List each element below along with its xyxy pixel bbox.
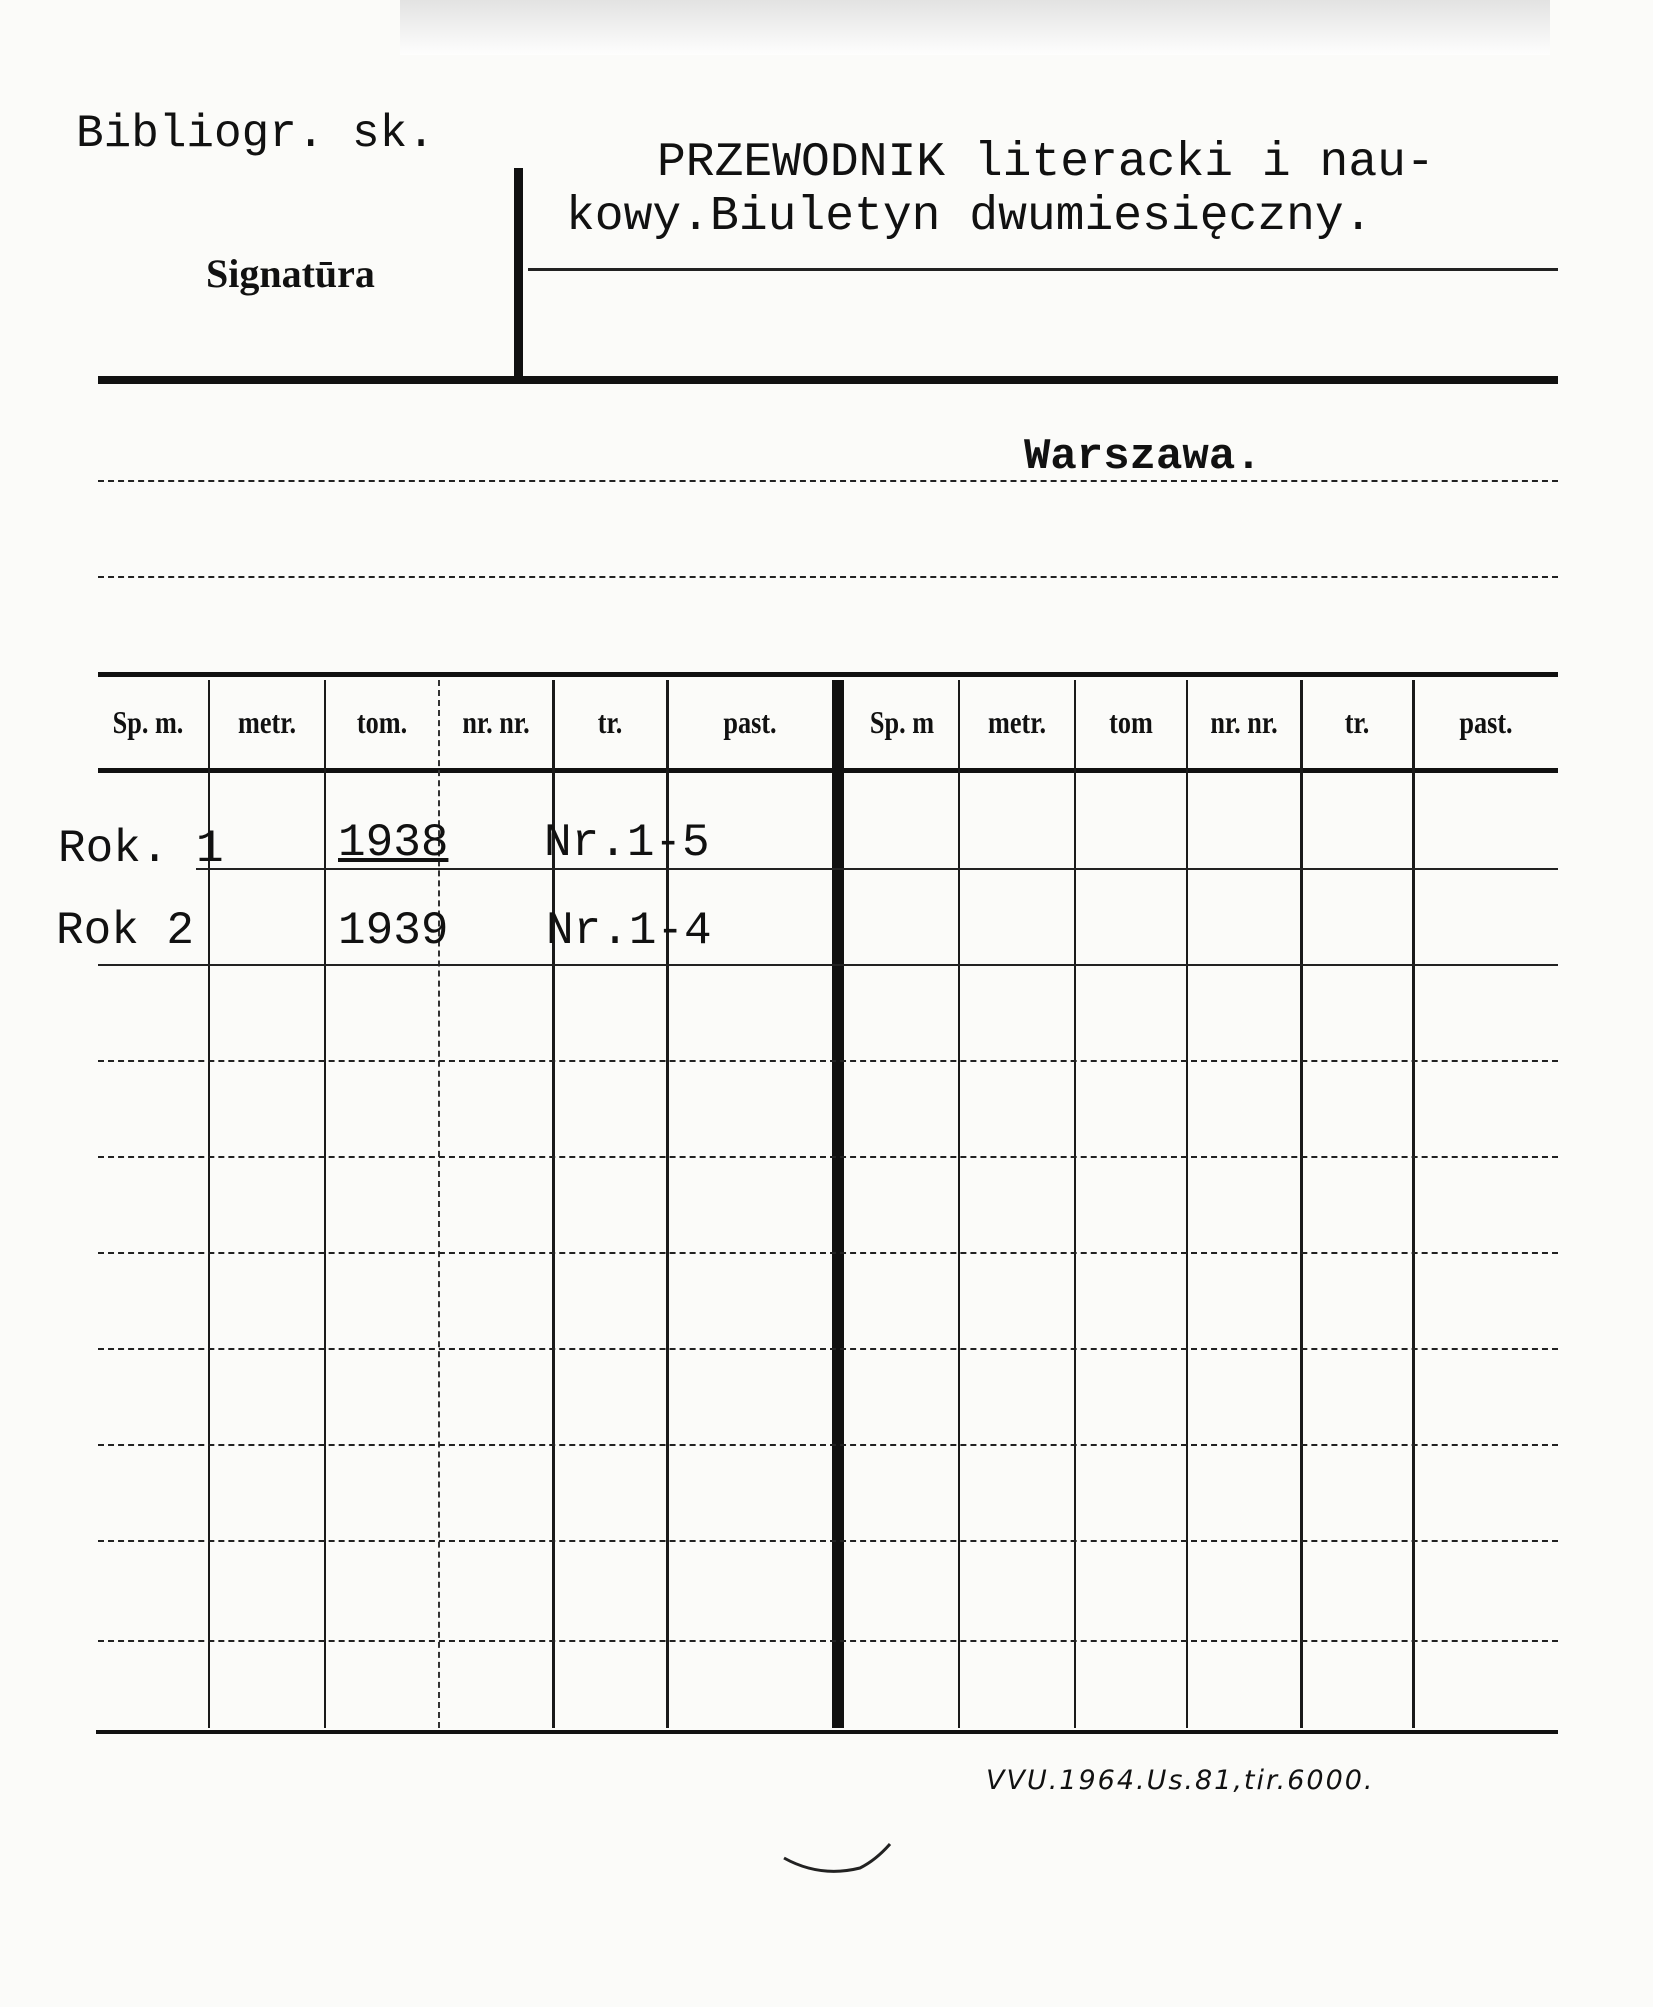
- col-sep: [1300, 680, 1303, 1728]
- column-header: tr.: [1344, 703, 1370, 740]
- table-top-rule: [98, 672, 1558, 677]
- entry-volume: 1938: [338, 817, 449, 869]
- row-rule: [98, 964, 1558, 966]
- row-rule: [98, 1156, 1558, 1158]
- column-header: tom: [1109, 703, 1153, 740]
- place-text: Warszawa.: [1024, 432, 1262, 482]
- header-divider: [514, 168, 523, 380]
- entry-volume: 1939: [338, 905, 449, 957]
- title-line-1: PRZEWODNIK literacki i nau-: [657, 136, 1435, 190]
- column-header: tom.: [356, 703, 408, 740]
- column-header: metr.: [237, 703, 297, 740]
- col-sep: [324, 680, 326, 1728]
- row-rule: [98, 1640, 1558, 1642]
- column-header: nr. nr.: [462, 703, 530, 740]
- col-sep: [1186, 680, 1188, 1728]
- column-header: past.: [1459, 703, 1513, 740]
- col-sep: [958, 680, 960, 1728]
- entry-numbers: Nr.1-4: [546, 905, 712, 957]
- row-rule: [98, 1444, 1558, 1446]
- entry-year-label: Rok 2: [56, 905, 195, 957]
- printer-note: VVU.1964.Us.81,tir.6000.: [986, 1765, 1375, 1796]
- pen-mark: [780, 1840, 900, 1880]
- column-header: past.: [723, 703, 777, 740]
- row-rule: [98, 1540, 1558, 1542]
- column-header: tr.: [597, 703, 623, 740]
- scan-edge-shadow: [400, 0, 1550, 55]
- column-header: nr. nr.: [1210, 703, 1278, 740]
- table-header-rule: [98, 768, 1558, 773]
- header-bottom-rule: [98, 376, 1558, 384]
- row-rule: [98, 1252, 1558, 1254]
- column-header: metr.: [987, 703, 1047, 740]
- place-rule: [98, 480, 1558, 482]
- column-header: Sp. m: [869, 703, 935, 740]
- table-bottom-rule: [96, 1730, 1558, 1734]
- column-header: Sp. m.: [112, 703, 184, 740]
- row-rule: [98, 1060, 1558, 1062]
- classification-text: Bibliogr. sk.: [76, 108, 435, 160]
- signatura-label: Signatūra: [206, 251, 375, 296]
- title-rule: [528, 268, 1558, 271]
- title-line-2: kowy.Biuletyn dwumiesięczny.: [566, 190, 1373, 244]
- blank-rule: [98, 576, 1558, 578]
- col-sep: [1412, 680, 1415, 1728]
- row-rule: [98, 1348, 1558, 1350]
- entry-numbers: Nr.1-5: [544, 817, 710, 869]
- col-sep: [1074, 680, 1076, 1728]
- table-center-divider: [832, 680, 844, 1728]
- entry-year-label: Rok. 1: [58, 823, 224, 875]
